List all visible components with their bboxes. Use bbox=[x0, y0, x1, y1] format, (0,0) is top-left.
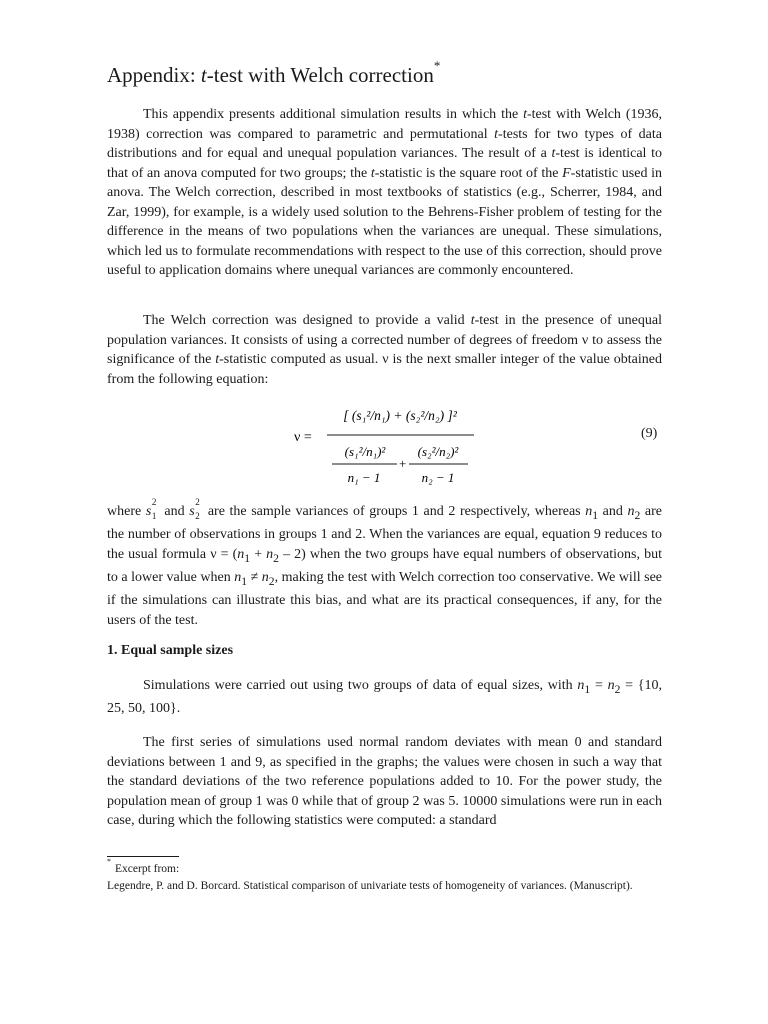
italic-t: t bbox=[370, 165, 375, 181]
paragraph-equal-sizes bbox=[107, 676, 662, 719]
eq-den-left-top: (s₁²/n₁)² bbox=[344, 444, 386, 459]
subscript: 2 bbox=[634, 508, 641, 522]
eq-plus: + bbox=[399, 456, 407, 471]
text: = bbox=[590, 678, 608, 693]
text: and bbox=[598, 504, 628, 519]
page-title bbox=[107, 58, 441, 88]
symbol: n bbox=[627, 504, 635, 519]
text: This appendix presents additional simulation results in which the bbox=[143, 107, 524, 122]
subscript: 1 bbox=[241, 574, 248, 588]
text: ≠ bbox=[247, 570, 262, 586]
text: -statistic used in anova. The Welch correction, described in most textbooks of statistics (e.g., Scherrer, 1984, and Zar, 1999), for example, is a widely used solution to the Behrens-Fisher problem of testing for the difference in the means of two populations when the variances are unequal. These simulations, which led us to formulate recommendations with respect to the use of this correction, should prove useful to application domains where unequal variances are commonly encountered. bbox=[107, 165, 662, 278]
subscript: 2 bbox=[273, 551, 279, 565]
symbol: n bbox=[237, 546, 245, 562]
s2-squared bbox=[189, 497, 203, 522]
text: Excerpt from: bbox=[115, 862, 180, 875]
symbol: s bbox=[189, 504, 195, 519]
text: and bbox=[159, 504, 190, 519]
text: = {10, 25, 50, 100}. bbox=[107, 678, 663, 717]
text: Simulations were carried out using two groups of data of equal sizes, with bbox=[143, 678, 578, 693]
symbol: s bbox=[145, 504, 152, 519]
text: are the sample variances of groups 1 and 2 respectively, whereas bbox=[203, 504, 586, 519]
footnote-marker: * bbox=[107, 857, 111, 866]
text: -test is identical to that of an anova computed for two groups; the bbox=[107, 146, 663, 181]
symbol: n bbox=[261, 570, 269, 586]
italic-t: t bbox=[523, 107, 527, 122]
title-prefix: Appendix: bbox=[107, 63, 201, 87]
eq-lhs: ν = bbox=[294, 430, 312, 445]
symbol: n bbox=[234, 570, 242, 586]
symbol: n bbox=[585, 504, 593, 519]
s1-squared bbox=[145, 497, 160, 522]
eq-den-right-bottom: n₂ − 1 bbox=[421, 470, 455, 485]
text: -statistic is the square root of the bbox=[374, 165, 563, 181]
text: , making the test with Welch correction too conservative. We will see if the simulations can illustrate this bias, and what are its practical consequences, if any, for the users of the test. bbox=[107, 570, 662, 628]
equation-number: (9) bbox=[641, 426, 658, 441]
text: The first series of simulations used normal random deviates with mean 0 and standard deviations between 1 and 9, as specified in the graphs; the values were chosen in such a way that the standard deviations of the two reference populations added to 10. For the power study, the population mean of group 1 was 0 while that of group 2 was 5. 10000 simulations were run in each case, during which the following statistics were computed: a standard bbox=[107, 735, 662, 828]
superscript: 2 bbox=[151, 497, 157, 507]
symbol: n bbox=[266, 546, 274, 562]
italic-f: F bbox=[562, 165, 571, 181]
symbol: n bbox=[607, 678, 615, 693]
superscript: 2 bbox=[195, 497, 200, 507]
italic-t: t bbox=[551, 146, 556, 161]
text: -test with Welch (1936, 1938) correction was compared to parametric and permutational bbox=[107, 107, 662, 142]
subscript: 1 bbox=[151, 511, 157, 521]
eq-numerator: [ (s₁²/n₁) + (s₂²/n₂) ]² bbox=[343, 408, 457, 423]
paragraph-welch bbox=[107, 311, 662, 389]
subscript: 1 bbox=[584, 682, 591, 696]
eq-den-left-bottom: n₁ − 1 bbox=[347, 470, 381, 485]
section-heading: 1. Equal sample sizes bbox=[107, 643, 234, 658]
text: -tests for two types of data distributions and for equal and unequal population variances. The result of a bbox=[107, 126, 662, 161]
text: are the number of observations in groups 1 and 2. When the variances are equal, equation 9 reduces to the usual formula ν = ( bbox=[107, 504, 663, 562]
footnote-divider bbox=[107, 856, 179, 857]
italic-t: t bbox=[470, 313, 475, 328]
text: + bbox=[250, 546, 267, 562]
subscript: 2 bbox=[268, 574, 275, 588]
subscript: 1 bbox=[244, 551, 251, 565]
text: The Welch correction was designed to provide a valid bbox=[143, 313, 471, 328]
text: -statistic computed as usual. ν is the next smaller integer of the value obtained from the following equation: bbox=[107, 352, 662, 387]
paragraph-simulations bbox=[107, 733, 662, 831]
title-t: t bbox=[200, 63, 207, 87]
text: – 2) when the two groups have equal numbers of observations, but to a lower value when bbox=[107, 546, 662, 586]
title-rest: -test with Welch correction bbox=[206, 63, 434, 87]
eq-den-right-top: (s₂²/n₂)² bbox=[417, 444, 459, 459]
paragraph-intro bbox=[107, 105, 662, 281]
footnote-excerpt bbox=[107, 857, 180, 875]
title-footnote-marker: * bbox=[433, 58, 441, 73]
symbol: n bbox=[577, 678, 585, 693]
subscript: 2 bbox=[614, 682, 621, 696]
text: where bbox=[107, 504, 142, 519]
italic-t: t bbox=[494, 126, 499, 142]
subscript: 1 bbox=[592, 508, 599, 522]
footnote-citation: Legendre, P. and D. Borcard. Statistical comparison of univariate tests of homogeneity of variances. (Manuscript). bbox=[107, 880, 633, 892]
text: -test in the presence of unequal population variances. It consists of using a corrected number of degrees of freedom ν to assess the significance of the bbox=[107, 313, 662, 367]
italic-t: t bbox=[215, 352, 220, 367]
subscript: 2 bbox=[195, 511, 200, 521]
paragraph-where bbox=[107, 497, 663, 630]
welch-equation bbox=[292, 402, 482, 492]
